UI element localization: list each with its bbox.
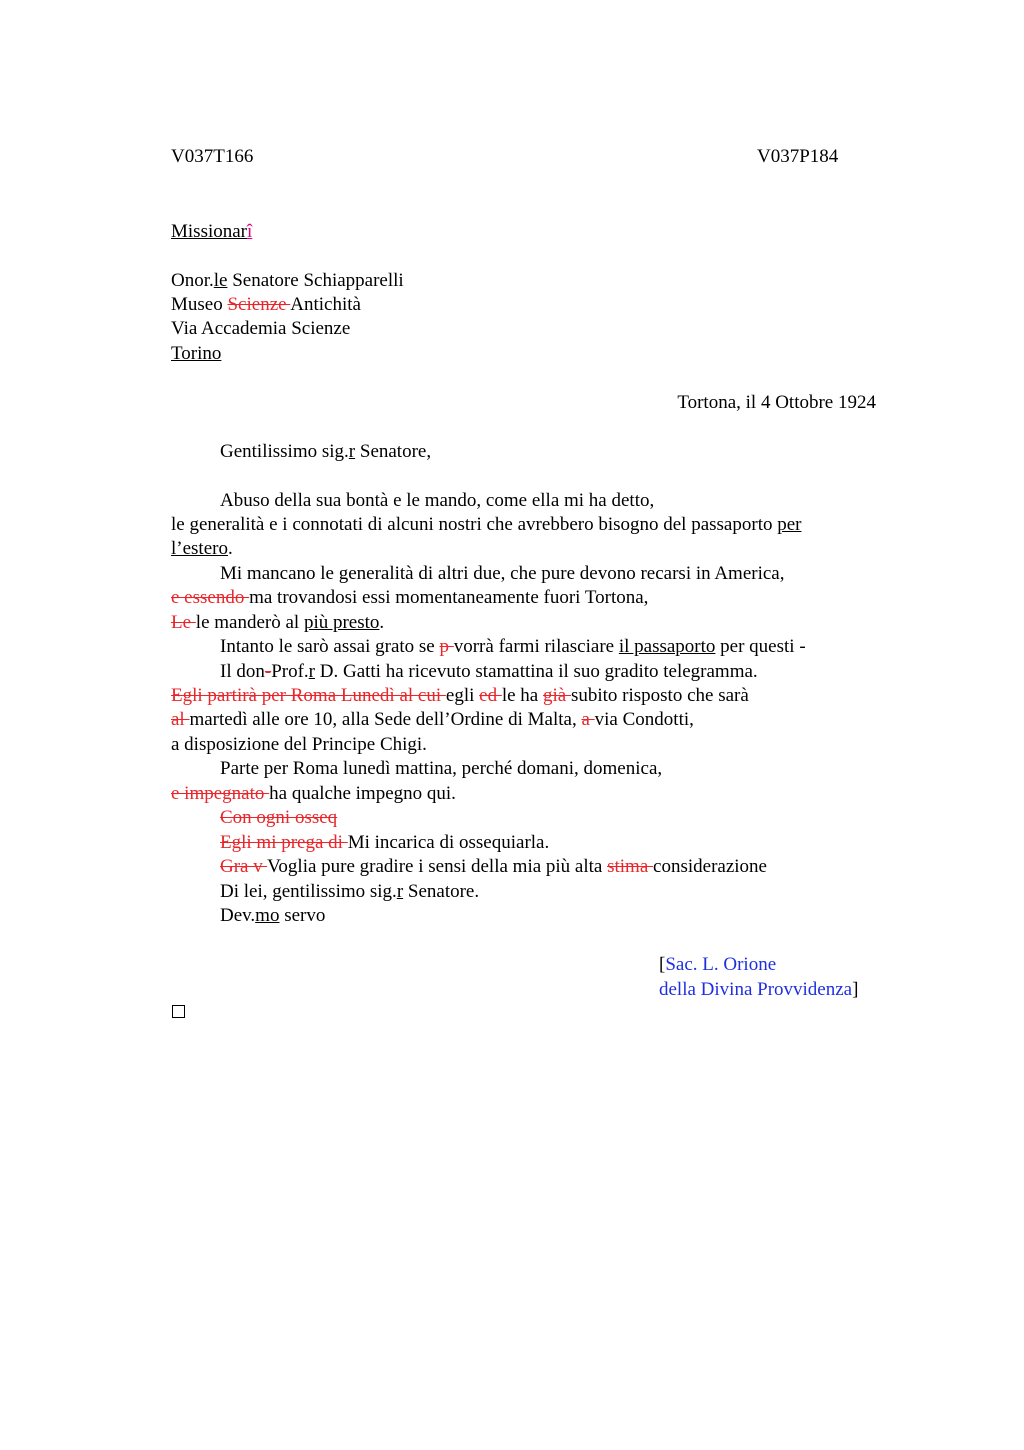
- body-l5-deletion: e essendo: [171, 587, 250, 608]
- body-l7-c: per questi -: [715, 636, 806, 657]
- body-l15-a: Mi incarica di ossequiarla.: [347, 832, 550, 853]
- heading-missionari: [171, 220, 252, 244]
- address-l2-deletion: Scienze: [227, 294, 291, 315]
- salutation-c: Senatore,: [355, 441, 432, 462]
- body-line-11: a disposizione del Principe Chigi.: [171, 734, 427, 755]
- body-l17-a: Di lei, gentilissimo sig.: [220, 881, 397, 902]
- signature-name: Sac. L. Orione: [665, 954, 777, 975]
- address-line-4: [171, 342, 221, 366]
- body-l16-a: Voglia pure gradire i sensi della mia più alta: [267, 856, 608, 877]
- signature-open-bracket: [: [659, 954, 666, 975]
- body-l9-deletion-1: Egli partirà per Roma Lunedì al cui: [171, 685, 446, 706]
- body-line-12: Parte per Roma lunedì mattina, perché domani, domenica,: [220, 758, 663, 779]
- body-l6-deletion: Le: [171, 612, 196, 633]
- body-line-5: [171, 586, 648, 610]
- document-code-left: V037T166: [171, 146, 254, 167]
- body-line-14: [220, 806, 337, 830]
- closing-b: servo: [279, 905, 326, 926]
- signature-line-2: [659, 978, 858, 1002]
- body-l9-a: egli: [445, 685, 480, 706]
- body-l17-b: Senatore.: [403, 881, 480, 902]
- signature-congregation: della Divina Provvidenza: [659, 979, 853, 1000]
- body-l3-b: .: [227, 538, 233, 559]
- body-l6-underline: più presto: [303, 612, 380, 633]
- address-l1-sup: le: [213, 270, 228, 291]
- body-l7-b: vorrà farmi rilasciare: [453, 636, 619, 657]
- body-line-16: [220, 855, 767, 879]
- body-l5-b: ma trovandosi essi momentaneamente fuori Tortona,: [249, 587, 649, 608]
- body-line-1: Abuso della sua bontà e le mando, come ella mi ha detto,: [220, 490, 655, 511]
- body-l10-deletion-1: al: [171, 709, 190, 730]
- document-code-right: V037P184: [757, 146, 839, 167]
- body-l6-c: .: [379, 612, 385, 633]
- body-line-10: [171, 708, 694, 732]
- address-line-3: Via Accademia Scienze: [171, 318, 351, 339]
- body-l10-deletion-2: a: [581, 709, 595, 730]
- body-line-9: [171, 684, 749, 708]
- body-l8-deletion: -: [264, 661, 272, 682]
- body-l14-deletion: Con ogni osseq: [220, 807, 338, 828]
- salutation-a: Gentilissimo sig.: [220, 441, 349, 462]
- body-line-4: Mi mancano le generalità di altri due, che pure devono recarsi in America,: [220, 563, 785, 584]
- address-l2-b: Antichità: [290, 294, 361, 315]
- body-l16-b: considerazione: [653, 856, 767, 877]
- body-l9-c: subito risposto che sarà: [570, 685, 749, 706]
- body-line-13: [171, 782, 456, 806]
- address-city: Torino: [171, 343, 222, 364]
- body-l7-a: Intanto le sarò assai grato se: [220, 636, 440, 657]
- body-l13-deletion: e impegnato: [171, 783, 270, 804]
- body-l15-deletion: Egli mi prega di: [220, 832, 348, 853]
- body-l8-c: D. Gatti ha ricevuto stamattina il suo gradito telegramma.: [315, 661, 758, 682]
- body-l9-deletion-3: già: [542, 685, 571, 706]
- body-l17-sup: r: [396, 881, 404, 902]
- body-l6-b: le manderò al: [195, 612, 304, 633]
- body-l10-b: via Condotti,: [594, 709, 694, 730]
- address-l1-c: Senatore Schiapparelli: [227, 270, 404, 291]
- body-l7-deletion: p: [439, 636, 454, 657]
- body-line-17: [220, 880, 479, 904]
- body-l2-a: le generalità e i connotati di alcuni nostri che avrebbero bisogno del passaporto: [171, 514, 778, 535]
- body-l13-a: ha qualche impegno qui.: [269, 783, 456, 804]
- end-checkbox-icon: [172, 1005, 185, 1018]
- heading-word: Missionar: [171, 221, 247, 242]
- body-l9-b: le ha: [501, 685, 543, 706]
- closing-line: [220, 904, 325, 928]
- body-l16-deletion-2: stima: [607, 856, 654, 877]
- body-line-8: [220, 660, 758, 684]
- closing-a: Dev.: [220, 905, 256, 926]
- body-line-15: [220, 831, 549, 855]
- heading-accent-mark: î: [247, 221, 253, 242]
- body-l16-deletion-1: Gra v: [220, 856, 268, 877]
- body-line-6: [171, 611, 384, 635]
- letter-date: Tortona, il 4 Ottobre 1924: [677, 392, 876, 413]
- salutation: [220, 440, 431, 464]
- signature-line-1: [659, 953, 776, 977]
- address-line-1: [171, 269, 404, 293]
- body-line-2: [171, 513, 801, 537]
- body-l3-underline: l’estero: [171, 538, 228, 559]
- body-l8-sup: r: [308, 661, 315, 682]
- body-line-7: [220, 635, 806, 659]
- address-line-2: [171, 293, 361, 317]
- closing-sup: mo: [255, 905, 280, 926]
- body-l2-underline: per: [777, 514, 802, 535]
- address-l1-a: Onor.: [171, 270, 214, 291]
- body-l10-a: martedì alle ore 10, alla Sede dell’Ordine di Malta,: [189, 709, 582, 730]
- address-l2-a: Museo: [171, 294, 228, 315]
- salutation-sup: r: [348, 441, 356, 462]
- body-l8-a: Il don: [220, 661, 265, 682]
- body-l8-b: Prof.: [271, 661, 309, 682]
- signature-close-bracket: ]: [852, 979, 859, 1000]
- body-l9-deletion-2: ed: [479, 685, 502, 706]
- body-l7-underline: il passaporto: [618, 636, 716, 657]
- body-line-3: [171, 537, 233, 561]
